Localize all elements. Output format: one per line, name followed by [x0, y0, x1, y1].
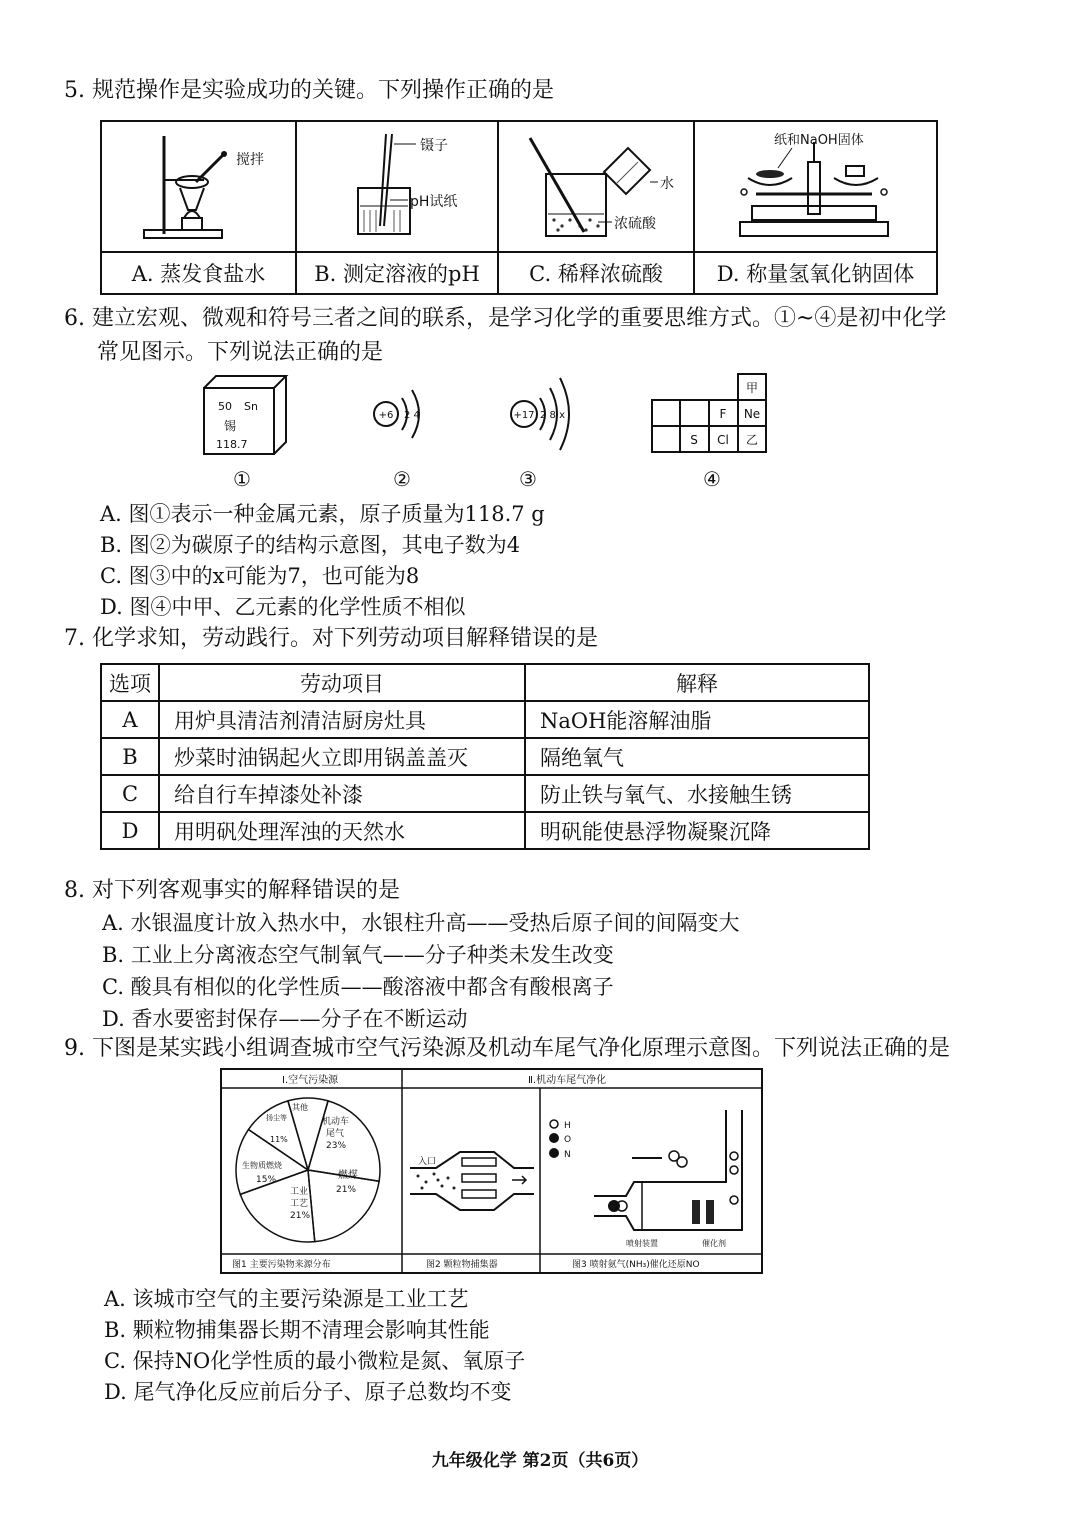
- q6-fig2-nucleus: +6: [378, 410, 394, 421]
- q9-pie-label-coal2: 21%: [336, 1185, 357, 1195]
- q6-option-d: D. 图④中甲、乙元素的化学性质不相似: [100, 595, 466, 619]
- q6-fig4-f: F: [719, 407, 727, 421]
- q6-fig4-jia: 甲: [745, 381, 759, 395]
- q6-fig3-nucleus: +17: [513, 410, 535, 421]
- q9-pie-label-ind3: 21%: [290, 1211, 311, 1221]
- q7-row-d-task: 用明矾处理浑浊的天然水: [159, 812, 525, 849]
- q7-row-b-task: 炒菜时油锅起火立即用锅盖盖灭: [159, 738, 525, 775]
- page-footer: 九年级化学 第2页（共6页）: [431, 1451, 649, 1471]
- q9-pie-label-bio1: 生物质燃烧: [242, 1161, 282, 1170]
- q6-fig1-element-cube: [204, 376, 286, 454]
- q8-option-c: C. 酸具有相似的化学性质——酸溶液中都含有酸根离子: [102, 975, 614, 999]
- q6-fig-num-1: ①: [233, 467, 251, 491]
- q8-option-d: D. 香水要密封保存——分子在不断运动: [102, 1007, 468, 1031]
- q6-fig-num-4: ④: [703, 467, 721, 491]
- q5-option-a: A. 蒸发食盐水: [101, 252, 296, 294]
- q6-fig2-shells: 2 4: [404, 410, 420, 421]
- q7-row-a-task: 用炉具清洁剂清洁厨房灶具: [159, 701, 525, 738]
- q9-option-c: C. 保持NO化学性质的最小微粒是氮、氧原子: [104, 1349, 526, 1373]
- q7-row-d-option: D: [101, 812, 159, 849]
- q7-header-task: 劳动项目: [159, 664, 525, 701]
- q6-figures: [190, 368, 790, 498]
- q6-fig1-name: 锡: [224, 419, 237, 433]
- q7-stem: 7. 化学求知，劳动践行。对下列劳动项目解释错误的是: [64, 626, 598, 651]
- q5-d-label-paper-naoh: 纸和NaOH固体: [773, 133, 864, 148]
- q9-figure: [220, 1068, 763, 1274]
- q5-fig-c: [498, 121, 694, 252]
- q6-fig2-atom-structure: [374, 390, 420, 438]
- q9-fig3-catalyst-label: 催化剂: [702, 1239, 726, 1248]
- dilution-beaker-icon: [500, 122, 692, 246]
- q9-pie-label-dust1: 扬尘等: [266, 1114, 287, 1122]
- q5-option-d: D. 称量氢氧化钠固体: [694, 252, 937, 294]
- q7-row-c-task: 给自行车掉漆处补漆: [159, 775, 525, 812]
- q9-stem: 9. 下图是某实践小组调查城市空气污染源及机动车尾气净化原理示意图。下列说法正确的是: [64, 1036, 950, 1061]
- q5-c-label-water: 水: [660, 176, 674, 192]
- q9-pie-label-ind1: 工业: [290, 1187, 309, 1197]
- table-row: [101, 812, 869, 849]
- q9-particle-trap: [410, 1152, 534, 1210]
- q7-row-b-option: B: [101, 738, 159, 775]
- q5-option-c: C. 稀释浓硫酸: [498, 252, 694, 294]
- q9-legend-h: H: [564, 1121, 571, 1131]
- evaporation-apparatus-icon: [104, 122, 294, 246]
- q9-pie-label-vehicle3: 23%: [326, 1141, 347, 1151]
- q9-option-d: D. 尾气净化反应前后分子、原子总数均不变: [104, 1380, 512, 1404]
- q6-fig-num-3: ③: [519, 467, 537, 491]
- q6-stem-line1: 6. 建立宏观、微观和符号三者之间的联系，是学习化学的重要思维方式。①~④是初中化学: [64, 306, 947, 331]
- q9-pie-label-coal1: 燃煤: [338, 1170, 358, 1181]
- table-row: [101, 775, 869, 812]
- q5-fig-d: [694, 121, 937, 252]
- q6-fig4-periodic-table: [652, 374, 766, 452]
- q9-pie-label-other: 其他: [292, 1103, 308, 1112]
- q9-fig3-injector-label: 喷射装置: [626, 1239, 658, 1248]
- q9-option-b: B. 颗粒物捕集器长期不清理会影响其性能: [104, 1318, 490, 1342]
- q9-caption-1: 图1 主要污染物来源分布: [232, 1260, 331, 1270]
- q6-fig4-cl: Cl: [717, 433, 729, 447]
- q9-pie-label-vehicle2: 尾气: [326, 1129, 345, 1139]
- q6-option-c: C. 图③中的x可能为7，也可能为8: [100, 564, 420, 588]
- q6-fig-num-2: ②: [393, 467, 411, 491]
- q6-fig4-yi: 乙: [745, 433, 759, 447]
- q5-fig-b: [296, 121, 498, 252]
- q7-row-d-explanation: 明矾能使悬浮物凝聚沉降: [525, 812, 869, 849]
- q8-option-a: A. 水银温度计放入热水中，水银柱升高——受热后原子间的间隔变大: [102, 911, 740, 935]
- q7-row-b-explanation: 隔绝氧气: [525, 738, 869, 775]
- table-row: [101, 701, 869, 738]
- q9-figure-svg: [222, 1070, 761, 1272]
- q9-caption-2: 图2 颗粒物捕集器: [426, 1260, 498, 1270]
- q5-b-label-ph-paper: pH试纸: [410, 194, 458, 210]
- q6-fig4-ne: Ne: [743, 407, 761, 421]
- q5-a-label-stir: 搅拌: [235, 152, 264, 168]
- q7-table: [100, 663, 870, 850]
- q9-panel-title-2: Ⅱ.机动车尾气净化: [528, 1075, 607, 1086]
- q7-row-a-explanation: NaOH能溶解油脂: [525, 701, 869, 738]
- q7-row-c-explanation: 防止铁与氧气、水接触生锈: [525, 775, 869, 812]
- q8-stem: 8. 对下列客观事实的解释错误的是: [64, 878, 400, 903]
- q7-header-row: [101, 664, 869, 701]
- q5-figure-table: [100, 120, 938, 295]
- q7-header-option: 选项: [101, 664, 159, 701]
- q9-legend-o: O: [564, 1135, 572, 1145]
- q9-pie-label-dust2: 11%: [270, 1135, 288, 1144]
- q5-fig-a: [101, 121, 296, 252]
- q6-fig1-symbol: Sn: [244, 400, 258, 413]
- table-row: [101, 738, 869, 775]
- q9-nh3-injection: [549, 1110, 742, 1248]
- q9-legend-n: N: [564, 1150, 571, 1160]
- q9-fig2-inlet-label: 入口: [418, 1157, 437, 1167]
- q8-option-b: B. 工业上分离液态空气制氧气——分子种类未发生改变: [102, 943, 614, 967]
- q9-option-a: A. 该城市空气的主要污染源是工业工艺: [104, 1287, 469, 1311]
- q6-fig1-mass: 118.7: [216, 438, 248, 451]
- q6-option-a: A. 图①表示一种金属元素，原子质量为118.7 g: [100, 502, 545, 526]
- q6-fig4-s: S: [690, 433, 698, 447]
- q7-row-a-option: A: [101, 701, 159, 738]
- q9-pie-label-vehicle1: 机动车: [322, 1117, 350, 1127]
- q6-fig3-shells: 2 8 x: [540, 410, 565, 421]
- q5-c-label-acid: 浓硫酸: [614, 216, 656, 232]
- q9-pie-label-ind2: 工艺: [290, 1199, 309, 1209]
- q6-stem-line2: 常见图示。下列说法正确的是: [97, 340, 384, 365]
- q7-header-explanation: 解释: [525, 664, 869, 701]
- q9-panel-title-1: Ⅰ.空气污染源: [282, 1075, 339, 1086]
- q6-option-b: B. 图②为碳原子的结构示意图，其电子数为4: [100, 533, 521, 557]
- q6-fig3-atom-structure: [511, 378, 569, 450]
- ph-test-beaker-icon: [298, 122, 496, 246]
- q9-caption-3: 图3 喷射氨气(NH₃)催化还原NO: [572, 1260, 700, 1270]
- q5-option-b: B. 测定溶液的pH: [296, 252, 498, 294]
- q5-stem: 5. 规范操作是实验成功的关键。下列操作正确的是: [64, 78, 554, 103]
- q6-fig1-number: 50: [218, 400, 232, 413]
- q5-b-label-tweezers: 镊子: [420, 138, 448, 154]
- balance-scale-icon: [696, 122, 936, 246]
- q9-pie-label-bio2: 15%: [256, 1175, 277, 1185]
- q7-row-c-option: C: [101, 775, 159, 812]
